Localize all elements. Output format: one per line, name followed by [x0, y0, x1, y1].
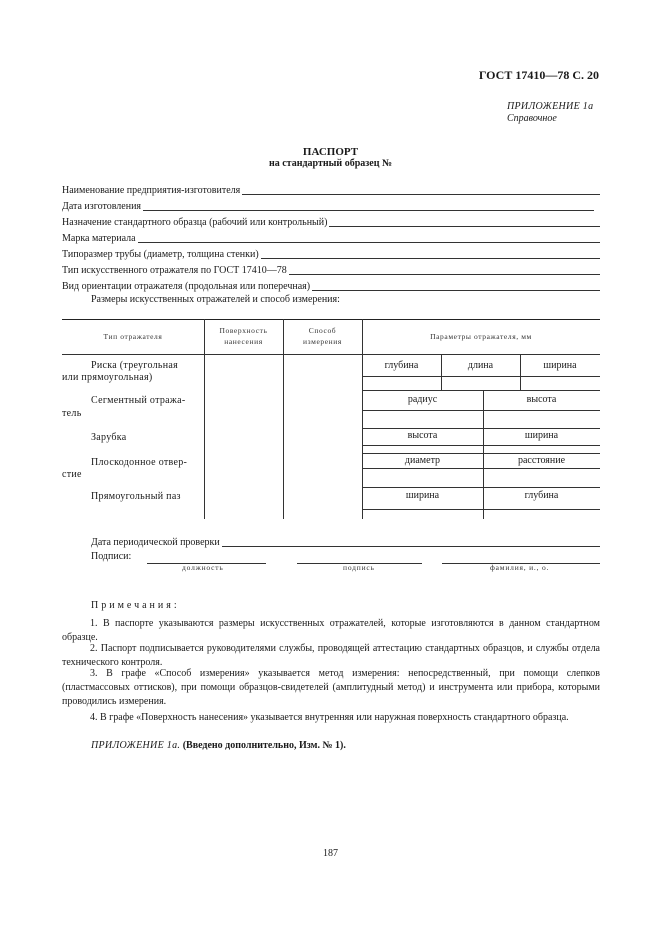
- field-reflector-type[interactable]: [62, 263, 600, 277]
- param-cell: ширина: [524, 430, 559, 441]
- param-line: [362, 453, 600, 454]
- fill-line: [222, 546, 600, 547]
- table-col-divider: [204, 319, 205, 519]
- row-label: Сегментный отража-: [91, 395, 186, 406]
- amendment-note: [91, 740, 346, 751]
- param-line: [362, 487, 600, 488]
- fill-line: [143, 210, 594, 211]
- row-label: тель: [62, 408, 82, 419]
- note-item: [62, 711, 600, 725]
- param-cell: диаметр: [404, 455, 441, 466]
- field-label: Типоразмер трубы (диаметр, толщина стенки): [62, 249, 259, 260]
- fill-line: [329, 226, 600, 227]
- note-text: 2. Паспорт подписывается руководителями службы, проводящей аттестацию стандартных образцов, и службы отдела технического контроля.: [62, 643, 600, 668]
- param-cell: ширина: [543, 360, 577, 371]
- field-label: Назначение стандартного образца (рабочий или контрольный): [62, 217, 328, 228]
- field-label: Вид ориентации отражателя (продольная или поперечная): [62, 281, 311, 292]
- field-label: Дата периодической проверки: [91, 537, 220, 548]
- field-label: Дата изготовления: [62, 201, 142, 212]
- signatures-label: Подписи:: [91, 551, 132, 562]
- field-label: Тип искусственного отражателя по ГОСТ 17410—78: [62, 265, 287, 276]
- param-line: [362, 468, 600, 469]
- field-manufacture-date[interactable]: [62, 199, 594, 213]
- param-line: [362, 410, 600, 411]
- row-label: или прямоугольная): [62, 372, 153, 383]
- field-label: Марка материала: [62, 233, 136, 244]
- param-cell: радиус: [407, 394, 438, 405]
- note-text: 1. В паспорте указываются размеры искусственных отражателей, которые изготовляются в данном стандартном образце.: [62, 618, 600, 643]
- row-label: Плоскодонное отвер-: [91, 457, 188, 468]
- appendix-type: Справочное: [507, 113, 557, 124]
- param-line: [362, 445, 600, 446]
- field-orientation[interactable]: [62, 279, 600, 293]
- field-material-grade[interactable]: [62, 231, 600, 245]
- param-cell: высота: [526, 394, 557, 405]
- param-cell: расстояние: [517, 455, 566, 466]
- appendix-label: ПРИЛОЖЕНИЕ 1а: [507, 101, 594, 112]
- document-title: ПАСПОРТ: [302, 146, 359, 158]
- param-cell: высота: [407, 430, 438, 441]
- amendment-bold: (Введено дополнительно, Изм. № 1).: [182, 740, 346, 751]
- param-cell: ширина: [405, 490, 440, 501]
- table-caption: Размеры искусственных отражателей и способ измерения:: [91, 294, 340, 305]
- fill-line: [138, 242, 600, 243]
- note-item: [62, 667, 600, 709]
- fill-line: [289, 274, 600, 275]
- table-col-divider: [362, 319, 363, 519]
- header-type: Тип отражателя: [103, 332, 163, 341]
- fill-line: [312, 290, 600, 291]
- field-label: Наименование предприятия-изготовителя: [62, 185, 241, 196]
- header-method-1: Способ: [308, 326, 337, 335]
- param-cell: глубина: [524, 490, 559, 501]
- signature-caption: подпись: [343, 563, 375, 572]
- note-text: 4. В графе «Поверхность нанесения» указывается внутренняя или наружная поверхность стандартного образца.: [90, 712, 569, 723]
- row-label: Риска (треугольная: [91, 360, 179, 371]
- param-line: [362, 428, 600, 429]
- table-top-border: [62, 319, 600, 320]
- header-params: Параметры отражателя, мм: [430, 332, 532, 341]
- param-line: [362, 376, 600, 377]
- fill-line: [242, 194, 600, 195]
- param-line: [362, 509, 600, 510]
- field-pipe-size[interactable]: [62, 247, 600, 261]
- param-cell: длина: [467, 360, 494, 371]
- table-col-divider: [283, 319, 284, 519]
- signature-caption: фамилия, и., о.: [490, 563, 550, 572]
- note-item: [62, 617, 600, 645]
- header-surface-1: Поверхность: [219, 326, 268, 335]
- param-cell: глубина: [384, 360, 419, 371]
- note-item: [62, 642, 600, 670]
- param-line: [362, 390, 600, 391]
- page-number: 187: [323, 848, 338, 859]
- note-text: 3. В графе «Способ измерения» указывается метод измерения: непосредственный, при помощи слепков (пластмассовых оттисков), при помощи образцов-свидетелей (амплитудный метод) и инструмента или прибора, которыми проводились измерения.: [62, 668, 600, 707]
- fill-line: [261, 258, 600, 259]
- notes-heading: Примечания:: [91, 600, 180, 611]
- field-manufacturer[interactable]: [62, 183, 600, 197]
- standard-reference: ГОСТ 17410—78 С. 20: [478, 68, 599, 82]
- document-subtitle: на стандартный образец №: [268, 158, 393, 169]
- header-surface-2: нанесения: [224, 337, 263, 346]
- header-method-2: измерения: [303, 337, 342, 346]
- signature-caption: должность: [182, 563, 224, 572]
- row-label: стие: [62, 469, 82, 480]
- row-label: Прямоугольный паз: [91, 491, 181, 502]
- field-purpose[interactable]: [62, 215, 600, 229]
- amendment-italic: ПРИЛОЖЕНИЕ 1а.: [91, 740, 181, 751]
- field-periodic-check-date[interactable]: [91, 535, 600, 549]
- row-label: Зарубка: [91, 432, 127, 443]
